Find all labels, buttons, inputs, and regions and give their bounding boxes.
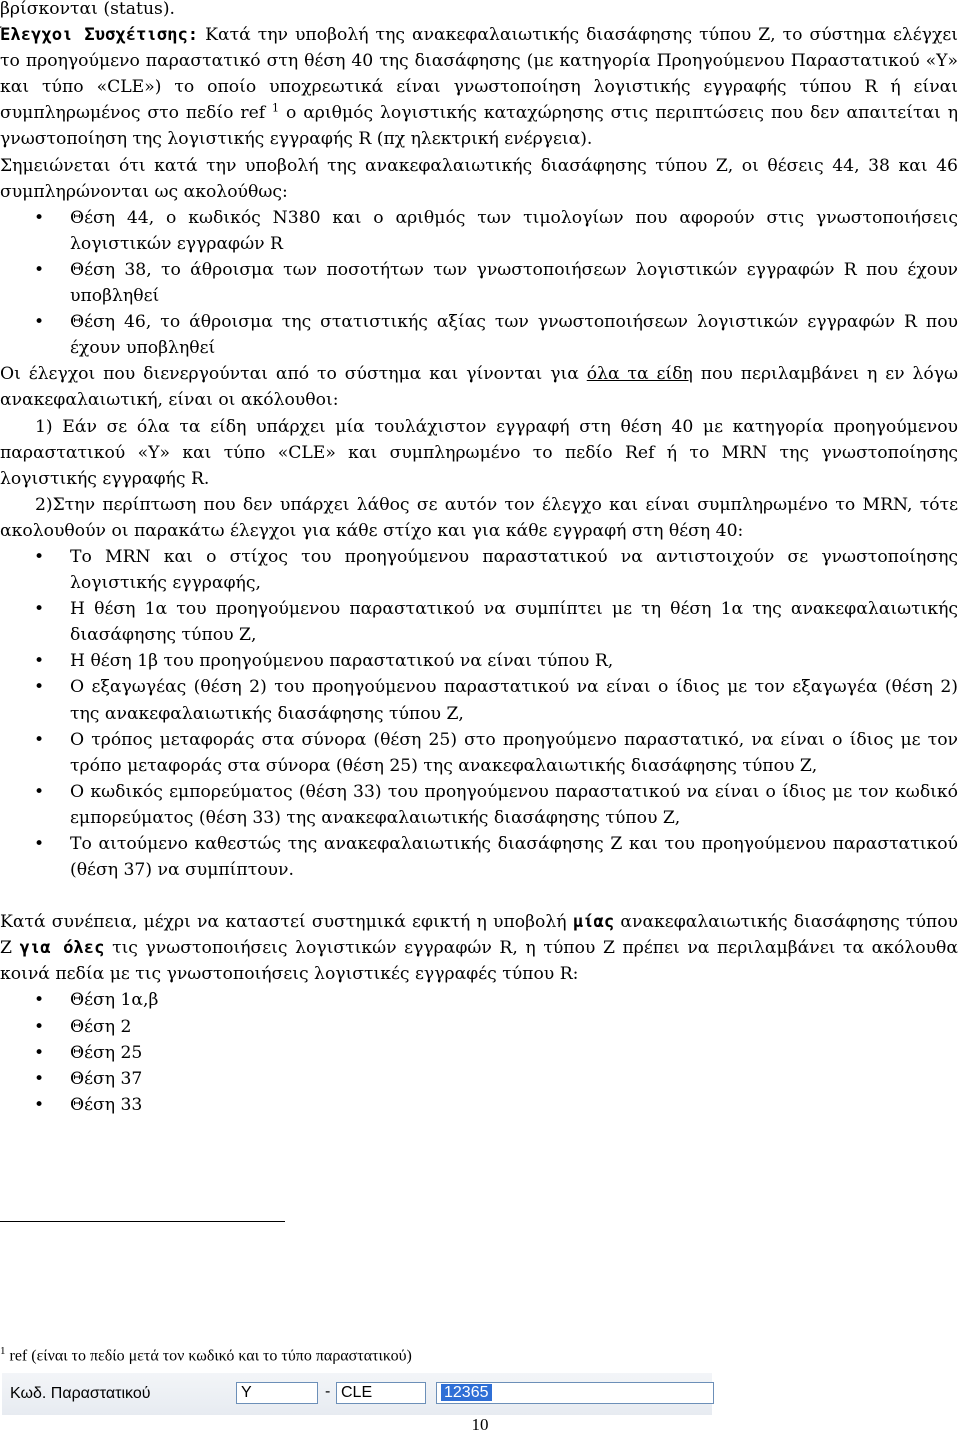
conclusion-text: Κατά συνέπεια, μέχρι να καταστεί συστημικά εφικτή η υποβολή — [0, 912, 573, 933]
list-item: • Θέση 33 — [70, 1092, 958, 1118]
check-2: 2)Στην περίπτωση που δεν υπάρχει λάθος σε αυτόν τον έλεγχο και είναι συμπληρωμένο το MRN, τότε ακολουθούν οι παρακάτω έλεγχοι για κάθε στίχο και για κάθε εγγραφή στη θέση 40: — [0, 494, 958, 541]
spacer — [0, 883, 958, 909]
separator-dash: - — [325, 1383, 331, 1400]
page-number: 10 — [471, 1415, 489, 1434]
list-item: • Θέση 38, το άθροισμα των ποσοτήτων των γνωστοποιήσεων λογιστικών εγγραφών R που έχουν υποβληθεί — [70, 257, 958, 309]
list-item: • Θέση 1α,β — [70, 987, 958, 1013]
emphasis-for-all: για όλες — [19, 938, 105, 959]
note-paragraph: Σημειώνεται ότι κατά την υποβολή της ανακεφαλαιωτικής διασάφησης τύπου Ζ, οι θέσεις 44, 38 και 46 συμπληρώνονται ως ακολούθως: — [0, 155, 958, 202]
type-field[interactable]: CLE — [336, 1382, 426, 1404]
document-code-label: Κωδ. Παραστατικού — [10, 1385, 151, 1402]
list-item: • Ο τρόπος μεταφοράς στα σύνορα (θέση 25) στο προηγούμενο παραστατικό, να είναι ο ίδιος με τον τρόπο μεταφοράς στα σύνορα (θέση 25) της ανακεφαλαιωτικής διασάφησης τύπου Ζ, — [70, 727, 958, 779]
check-1: 1) Εάν σε όλα τα είδη υπάρχει μία τουλάχιστον εγγραφή στη θέση 40 με κατηγορία προηγούμενου παραστατικού «Υ» και τύπο «CLE» και συμπληρωμένο το πεδίο Ref ή το MRN της γνωστοποίησης λογιστικής εγγραφής R. — [0, 416, 958, 489]
checks-intro-paragraph — [0, 361, 958, 413]
conclusion-text-2: ανακεφαλαιωτικής διασάφησης τύπου Ζ — [0, 912, 958, 959]
category-field[interactable]: Y — [236, 1382, 318, 1404]
list-item: • Ο εξαγωγέας (θέση 2) του προηγούμενου παραστατικού να είναι ο ίδιος με τον εξαγωγέα (θέση 2) της ανακεφαλαιωτικής διασάφησης τύπου Ζ, — [70, 674, 958, 726]
checks-heading: Έλεγχοι Συσχέτισης: — [0, 25, 199, 46]
ref-field[interactable] — [436, 1382, 714, 1404]
underlined-all-items: όλα τα είδη — [586, 364, 693, 385]
list-item: • Η θέση 1β του προηγούμενου παραστατικού να είναι τύπου R, — [70, 648, 958, 674]
note-bullet-list — [0, 205, 958, 362]
list-item: • Το αιτούμενο καθεστώς της ανακεφαλαιωτικής διασάφησης Ζ και του προηγούμενου παραστατικού (θέση 37) να συμπίπτουν. — [70, 831, 958, 883]
intro-fragment: βρίσκονται (status). — [0, 0, 176, 19]
list-item: • Θέση 2 — [70, 1014, 958, 1040]
list-item: • Η θέση 1α του προηγούμενου παραστατικού να συμπίπτει με τη θέση 1α της ανακεφαλαιωτικής διασάφησης τύπου Ζ, — [70, 596, 958, 648]
common-fields-list — [0, 987, 958, 1117]
list-item: • Θέση 25 — [70, 1040, 958, 1066]
checks-text: Κατά την υποβολή της ανακεφαλαιωτικής διασάφησης τύπου Ζ, το σύστημα ελέγχει το προηγούμενο παραστατικό στη θέση 40 της διασάφησης (με κατηγορία Προηγούμενου Παραστατικού «Υ» και τύπο «CLE») το οποίο υποχρεωτικά είναι γνωστοποίηση λογιστικής εγγραφής τύπου R ή είναι συμπληρωμένος στο πεδίο ref — [0, 25, 959, 124]
list-item: • Θέση 44, ο κωδικός Ν380 και ο αριθμός των τιμολογίων που αφορούν στις γνωστοποιήσεις λογιστικών εγγραφών R — [70, 205, 958, 257]
list-item: • Θέση 37 — [70, 1066, 958, 1092]
footnote-separator — [0, 1221, 285, 1222]
footnote-ref: 1 — [272, 101, 280, 115]
list-item: • Το MRN και ο στίχος του προηγούμενου παραστατικού να αντιστοιχούν σε γνωστοποίησης λογιστικής εγγραφής, — [70, 544, 958, 596]
list-item: • Ο κωδικός εμπορεύματος (θέση 33) του προηγούμενου παραστατικού να είναι ο ίδιος με τον κωδικό εμπορεύματος (θέση 33) της ανακεφαλαιωτικής διασάφησης τύπου Ζ, — [70, 779, 958, 831]
ref-value: 12365 — [441, 1384, 492, 1401]
footnote — [0, 1345, 412, 1365]
emphasis-one: μίας — [572, 912, 615, 933]
checks-paragraph — [0, 22, 958, 152]
check2-bullet-list — [0, 544, 958, 883]
conclusion-paragraph — [0, 909, 958, 987]
footnote-text: ref (είναι το πεδίο μετά τον κωδικό και το τύπο παραστατικού) — [9, 1347, 412, 1365]
checks-intro-text: Οι έλεγχοι που διενεργούνται από το σύστημα και γίνονται για — [0, 364, 587, 385]
footnote-mark: 1 — [0, 1345, 6, 1357]
conclusion-text-3: τις γνωστοποιήσεις λογιστικών εγγραφών R, η τύπου Ζ πρέπει να περιλαμβάνει τα ακόλουθα κοινά πεδία με τις γνωστοποιήσεις λογιστικές εγγραφές τύπου R: — [0, 938, 958, 985]
checks-text-2: ο αριθμός λογιστικής καταχώρησης στις περιπτώσεις που δεν απαιτείται η γνωστοποίηση της λογιστικής εγγραφής R (πχ ηλεκτρική ενέργεια). — [0, 103, 958, 150]
checks-intro-text-2: που περιλαμβάνει η εν λόγω ανακεφαλαιωτική, είναι οι ακόλουθοι: — [0, 364, 958, 411]
document-code-screenshot — [2, 1373, 712, 1415]
list-item: • Θέση 46, το άθροισμα της στατιστικής αξίας των γνωστοποιήσεων λογιστικών εγγραφών R που έχουν υποβληθεί — [70, 309, 958, 361]
